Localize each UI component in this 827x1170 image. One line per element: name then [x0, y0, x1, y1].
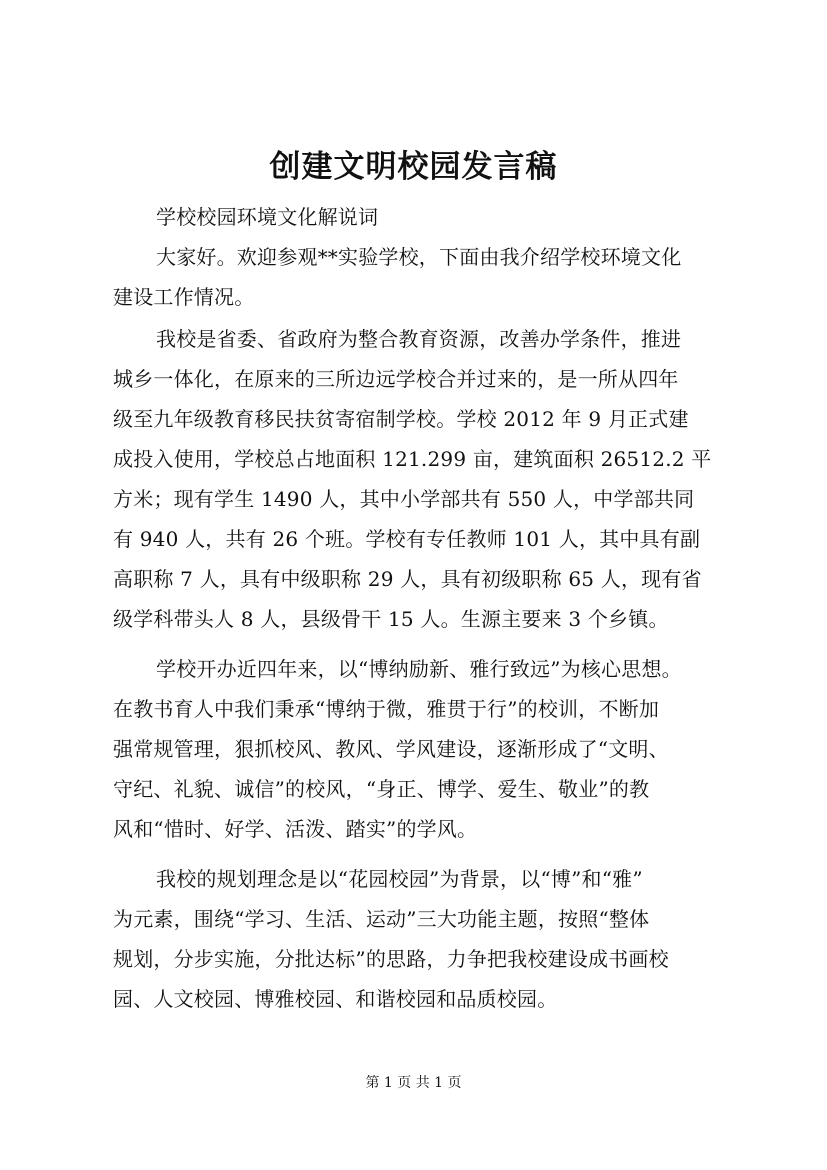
paragraph-line: 学校开办近四年来，以“博纳励新、雅行致远”为核心思想。 — [156, 657, 682, 681]
paragraph-line: 高职称 7 人，具有中级职称 29 人，具有初级职称 65 人，现有省 — [113, 567, 702, 591]
paragraph-line: 建设工作情况。 — [113, 285, 255, 309]
paragraph-line: 在教书育人中我们秉承“博纳于微，雅贯于行”的校训，不断加 — [113, 697, 660, 721]
paragraph-line: 园、人文校园、博雅校园、和谐校园和品质校园。 — [113, 987, 558, 1011]
paragraph-line: 我校的规划理念是以“花园校园”为背景，以“博”和“雅” — [156, 867, 643, 891]
paragraph-line: 成投入使用，学校总占地面积 121.299 亩，建筑面积 26512.2 平 — [113, 447, 712, 471]
page-number-footer: 第 1 页 共 1 页 — [365, 1075, 462, 1091]
paragraph-line: 我校是省委、省政府为整合教育资源，改善办学条件，推进 — [156, 327, 682, 351]
paragraph-line: 为元素，围绕“学习、生活、运动”三大功能主题，按照“整体 — [113, 907, 650, 931]
paragraph-line: 级至九年级教育移民扶贫寄宿制学校。学校 2012 年 9 月正式建 — [113, 407, 689, 431]
document-title: 创建文明校园发言稿 — [269, 149, 558, 185]
paragraph-line: 规划，分步实施，分批达标”的思路，力争把我校建设成书画校 — [113, 947, 669, 971]
paragraph-line: 大家好。欢迎参观**实验学校，下面由我介绍学校环境文化 — [156, 245, 682, 269]
paragraph-line: 级学科带头人 8 人，县级骨干 15 人。生源主要来 3 个乡镇。 — [113, 607, 669, 631]
subtitle-line: 学校校园环境文化解说词 — [156, 205, 379, 229]
paragraph-line: 强常规管理，狠抓校风、教风、学风建设，逐渐形成了“文明、 — [113, 737, 669, 761]
paragraph-line: 方米；现有学生 1490 人，其中小学部共有 550 人，中学部共同 — [113, 487, 695, 511]
paragraph-line: 有 940 人，共有 26 个班。学校有专任教师 101 人，其中具有副 — [113, 527, 701, 551]
paragraph-line: 城乡一体化，在原来的三所边远学校合并过来的，是一所从四年 — [113, 367, 679, 391]
paragraph-line: 守纪、礼貌、诚信”的校风，“身正、博学、爱生、敬业”的教 — [113, 777, 650, 801]
paragraph-line: 风和“惜时、好学、活泼、踏实”的学风。 — [113, 817, 478, 841]
